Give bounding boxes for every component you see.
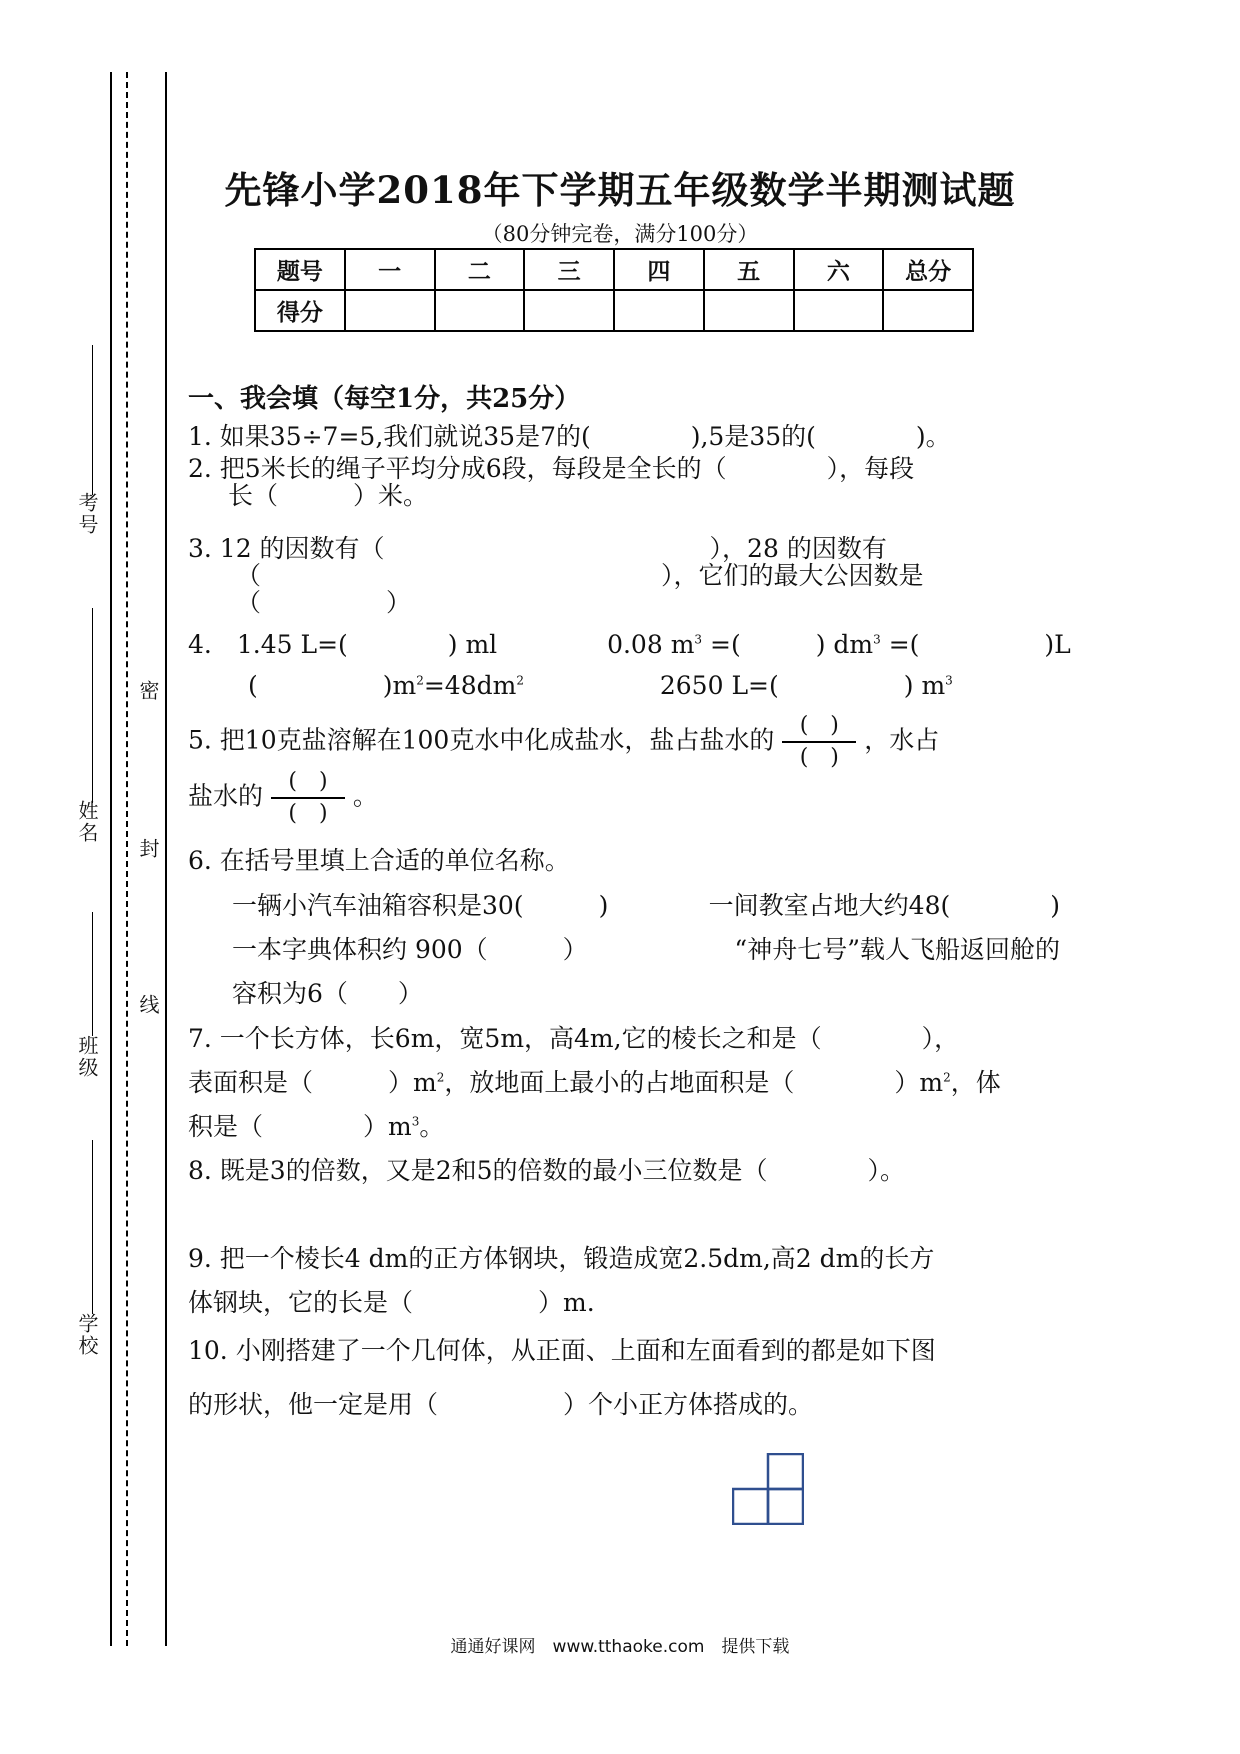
q7-end: 。 <box>419 1112 445 1141</box>
q6-car-tank: 一辆小汽车油箱容积是30( ) <box>232 891 609 920</box>
question-3-line-1: 3. 12 的因数有（ ），28 的因数有 <box>188 534 887 563</box>
q5-line2-text: 盐水的 <box>188 781 264 811</box>
q7-floor: ，放地面上最小的占地面积是（ ）m <box>444 1068 944 1097</box>
score-row-label: 得分 <box>255 290 345 331</box>
q5-text-after: 。 <box>352 781 378 811</box>
class-label: 班级 <box>75 1035 99 1079</box>
question-10-line-1: 10. 小刚搭建了一个几何体，从正面、上面和左面看到的都是如下图 <box>188 1336 936 1365</box>
question-3-line-3: （ ） <box>236 588 412 617</box>
score-header-cell: 总分 <box>883 249 973 290</box>
figure-square-bottom-right <box>768 1489 803 1524</box>
q5-text-mid: ，水占 <box>864 725 940 755</box>
q7-exp: 3 <box>411 1114 420 1129</box>
exam-number-line <box>92 345 93 495</box>
score-cell[interactable] <box>883 290 973 331</box>
section-1-title: 一、我会填（每空1分，共25分） <box>188 384 581 414</box>
question-7-line-2 <box>188 1069 1060 1097</box>
question-7-line-1: 7. 一个长方体，长6m，宽5m，高4m,它的棱长之和是（ ）， <box>188 1024 960 1053</box>
score-cell[interactable] <box>524 290 614 331</box>
school-label: 学校 <box>75 1313 99 1357</box>
q4-dm3-value: =( ) dm <box>710 630 874 659</box>
q4-exp: 3 <box>873 632 881 647</box>
q7-volume: 积是（ ）m <box>188 1112 412 1141</box>
score-header-cell: 二 <box>435 249 525 290</box>
question-6-row-3: 容积为6（ ） <box>232 979 423 1008</box>
fraction-bar <box>271 797 345 799</box>
page-footer: 通通好课网 www.tthaoke.com 提供下载 <box>450 1637 790 1657</box>
exam-number-label: 考号 <box>75 492 99 536</box>
question-3-line-2: （ ），它们的最大公因数是 <box>236 561 924 590</box>
question-10-line-2: 的形状，他一定是用（ ）个小正方体搭成的。 <box>188 1390 814 1419</box>
q6-classroom: 一间教室占地大约48( ) <box>708 891 1060 920</box>
question-4-line-2 <box>248 672 1120 700</box>
name-label: 姓名 <box>75 800 99 844</box>
fraction-bar <box>782 741 856 743</box>
score-cell[interactable] <box>345 290 435 331</box>
figure-square-top <box>768 1454 803 1489</box>
seal-char-mi: 密 <box>136 680 160 700</box>
page-title: 先锋小学2018年下学期五年级数学半期测试题 <box>224 168 1016 212</box>
score-header-cell: 四 <box>614 249 704 290</box>
q4-m2-value: ( )m <box>248 671 417 700</box>
q5-fraction-water <box>271 770 345 826</box>
question-8: 8. 既是3的倍数，又是2和5的倍数的最小三位数是（ ）。 <box>188 1156 906 1185</box>
question-9-line-1: 9. 把一个棱长4 dm的正方体钢块，锻造成宽2.5dm,高2 dm的长方 <box>188 1244 935 1273</box>
margin-rule-right <box>165 72 167 1646</box>
q7-continued: ，体 <box>950 1068 1001 1097</box>
seal-char-xian: 线 <box>136 994 160 1014</box>
q4-exp: 3 <box>945 673 953 688</box>
q7-exp: 2 <box>943 1070 951 1085</box>
fraction-numerator: ( ) <box>799 713 839 738</box>
question-1: 1. 如果35÷7=5,我们就说35是7的( ),5是35的( )。 <box>188 422 951 451</box>
fraction-denominator: ( ) <box>288 801 328 826</box>
q4-l-value: =( )L <box>888 630 1071 659</box>
q5-fraction-salt <box>782 714 856 770</box>
question-2-line-1: 2. 把5米长的绳子平均分成6段，每段是全长的（ ），每段 <box>188 454 915 483</box>
question-2-line-2: 长（ ）米。 <box>228 481 429 510</box>
score-table-header-row <box>255 249 973 290</box>
class-line <box>92 912 93 1036</box>
question-9-line-2: 体钢块，它的长是（ ）m. <box>188 1288 595 1317</box>
figure-square-bottom-left <box>733 1489 768 1524</box>
cube-view-figure <box>732 1453 804 1525</box>
score-cell[interactable] <box>435 290 525 331</box>
q4-m3-value: 0.08 m <box>607 630 695 659</box>
q4-dm2-value: =48dm <box>423 671 517 700</box>
question-5-line-1 <box>188 714 1060 770</box>
school-line <box>92 1140 93 1314</box>
fraction-numerator: ( ) <box>288 769 328 794</box>
score-cell[interactable] <box>704 290 794 331</box>
score-header-cell: 一 <box>345 249 435 290</box>
margin-dashed-rule <box>126 72 128 1646</box>
seal-char-feng: 封 <box>136 838 160 858</box>
page-subtitle: （80分钟完卷，满分100分） <box>481 222 759 246</box>
name-line <box>92 608 93 803</box>
question-5-line-2 <box>188 770 1060 826</box>
q4-liters-to-ml: 4. 1.45 L=( ) ml <box>188 630 498 659</box>
fraction-denominator: ( ) <box>799 745 839 770</box>
score-cell[interactable] <box>614 290 704 331</box>
score-cell[interactable] <box>794 290 884 331</box>
question-6-row-1 <box>232 892 1060 920</box>
question-6-row-2 <box>232 936 1060 964</box>
q4-l-to-m3: 2650 L=( ) m <box>659 671 946 700</box>
q5-text-before: 5. 把10克盐溶解在100克水中化成盐水，盐占盐水的 <box>188 725 775 755</box>
question-4-line-1 <box>188 630 1071 659</box>
score-header-cell: 三 <box>524 249 614 290</box>
score-header-cell: 题号 <box>255 249 345 290</box>
score-header-cell: 五 <box>704 249 794 290</box>
q4-exp: 2 <box>416 673 424 688</box>
q7-exp: 2 <box>436 1070 445 1085</box>
q4-exp: 2 <box>516 673 524 688</box>
question-7-line-3 <box>188 1113 1060 1141</box>
margin-rule-left <box>110 72 112 1646</box>
score-table-score-row <box>255 290 973 331</box>
score-table <box>254 248 974 332</box>
question-6-intro: 6. 在括号里填上合适的单位名称。 <box>188 846 570 875</box>
score-header-cell: 六 <box>794 249 884 290</box>
q6-dictionary: 一本字典体积约 900（ ） <box>232 935 588 964</box>
q6-spaceship: “神舟七号”载人飞船返回舱的 <box>734 935 1060 964</box>
q7-surface: 表面积是（ ）m <box>188 1068 437 1097</box>
q4-exp: 3 <box>694 632 703 647</box>
